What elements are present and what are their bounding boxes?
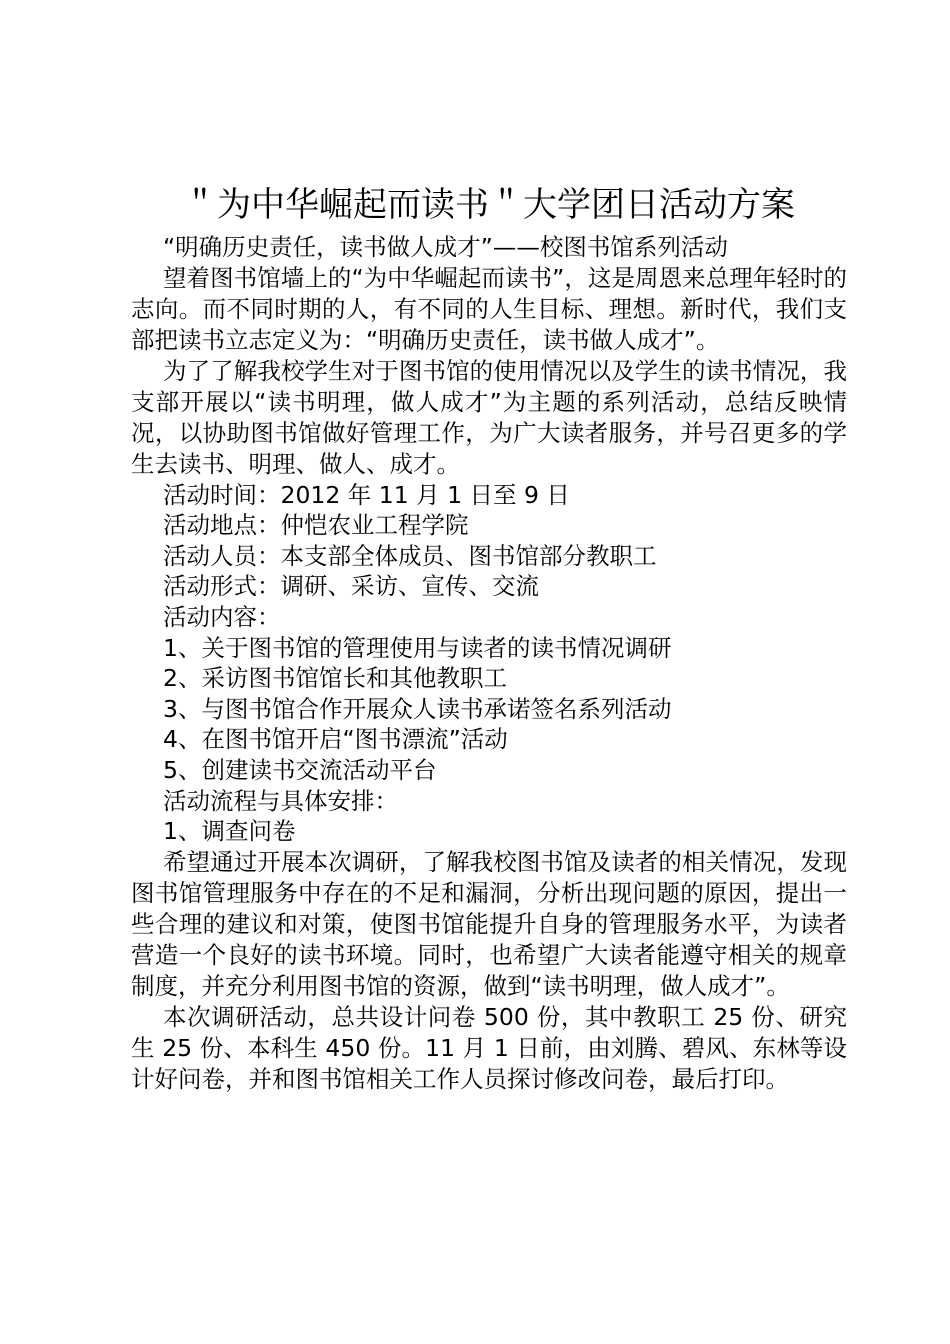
activity-time: 活动时间：2012 年 11 月 1 日至 9 日 bbox=[163, 480, 570, 509]
document-page bbox=[131, 182, 847, 1095]
content-item-5: 5、创建读书交流活动平台 bbox=[163, 755, 437, 784]
survey-paragraph-1: 希望通过开展本次调研，了解我校图书馆及读者的相关情况，发现图书馆管理服务中存在的不足和漏洞，分析出现问题的原因，提出一些合理的建议和对策，使图书馆能提升自身的管理服务水平，为读者营造一个良好的读书环境。同时，也希望广大读者能遵守相关的规章制度，并充分利用图书馆的资源，做到“读书明理，做人成才”。 bbox=[131, 847, 847, 1000]
activity-content-heading: 活动内容： bbox=[163, 602, 281, 631]
document-title: ＂为中华崛起而读书＂大学团日活动方案 bbox=[183, 185, 795, 225]
process-heading: 活动流程与具体安排： bbox=[163, 786, 398, 815]
content-item-1: 1、关于图书馆的管理使用与读者的读书情况调研 bbox=[163, 633, 672, 662]
intro-paragraph-2: 为了了解我校学生对于图书馆的使用情况以及学生的读书情况，我支部开展以“读书明理，做人成才”为主题的系列活动，总结反映情况，以协助图书馆做好管理工作，为广大读者服务，并号召更多的学生去读书、明理、做人、成才。 bbox=[131, 356, 847, 478]
document-subtitle: “明确历史责任，读书做人成才”——校图书馆系列活动 bbox=[163, 233, 728, 261]
activity-place: 活动地点：仲恺农业工程学院 bbox=[163, 511, 469, 540]
activity-people: 活动人员：本支部全体成员、图书馆部分教职工 bbox=[163, 541, 657, 570]
content-item-4: 4、在图书馆开启“图书漂流”活动 bbox=[163, 725, 508, 754]
step-1-heading: 1、调查问卷 bbox=[163, 817, 296, 846]
content-item-2: 2、采访图书馆馆长和其他教职工 bbox=[163, 664, 507, 693]
content-item-3: 3、与图书馆合作开展众人读书承诺签名系列活动 bbox=[163, 694, 672, 723]
survey-paragraph-2: 本次调研活动，总共设计问卷 500 份，其中教职工 25 份、研究生 25 份、本科生 450 份。11 月 1 日前，由刘腾、碧风、东林等设计好问卷，并和图书馆相关工作人员探讨修改问卷，最后打印。 bbox=[131, 1002, 847, 1093]
intro-paragraph-1: 望着图书馆墙上的“为中华崛起而读书”，这是周恩来总理年轻时的志向。而不同时期的人，有不同的人生目标、理想。新时代，我们支部把读书立志定义为：“明确历史责任，读书做人成才”。 bbox=[131, 263, 847, 354]
activity-form: 活动形式：调研、采访、宣传、交流 bbox=[163, 572, 539, 601]
